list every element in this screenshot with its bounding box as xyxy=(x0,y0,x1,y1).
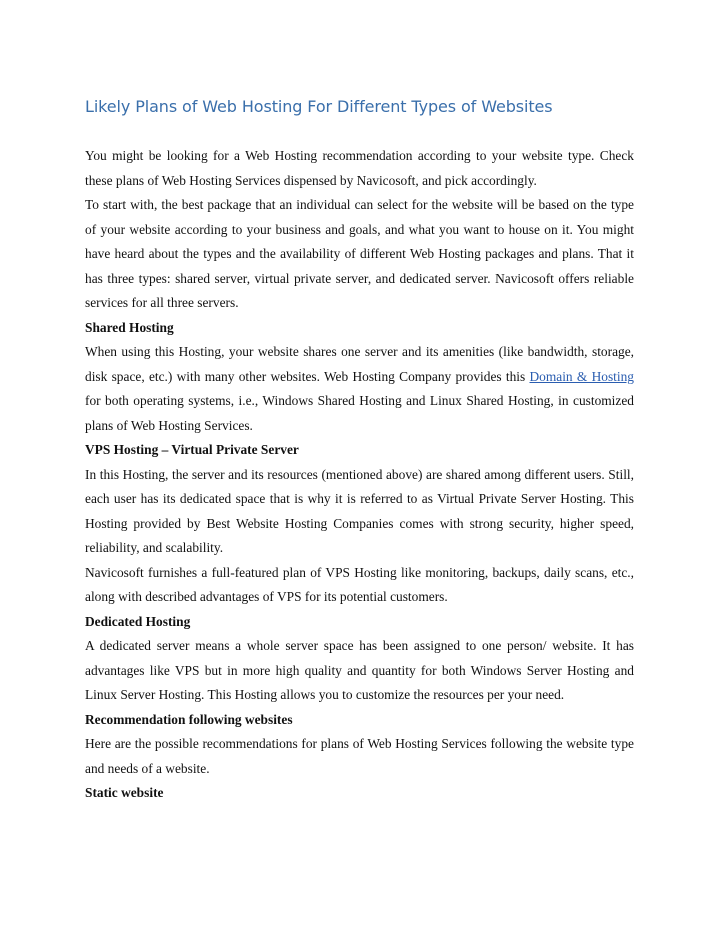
shared-hosting-paragraph xyxy=(85,340,634,438)
vps-hosting-paragraph-1: In this Hosting, the server and its resources (mentioned above) are shared among different users. Still, each user has its dedicated space that is why it is referred to as Virtual Private Server Hosting. This Hosting provided by Best Website Hosting Companies comes with strong security, higher speed, reliability, and scalability. xyxy=(85,466,634,555)
intro-paragraph-2: To start with, the best package that an individual can select for the website will be based on the type of your website according to your business and goals, and what you want to house on it. You might have heard about the types and the availability of different Web Hosting packages and plans. That it has three types: shared server, virtual private server, and dedicated server. Navicosoft offers reliable services for all three servers. xyxy=(85,197,634,310)
document-body xyxy=(85,144,634,806)
intro-paragraph-1: You might be looking for a Web Hosting recommendation according to your website type. Check these plans of Web Hosting Services dispensed by Navicosoft, and pick accordingly. xyxy=(85,148,634,188)
shared-hosting-heading: Shared Hosting xyxy=(85,319,174,335)
document-title: Likely Plans of Web Hosting For Different Types of Websites xyxy=(85,97,553,116)
dedicated-hosting-paragraph: A dedicated server means a whole server space has been assigned to one person/ website. It has advantages like VPS but in more high quality and quantity for both Windows Server Hosting and Linux Server Hosting. This Hosting allows you to customize the resources per your need. xyxy=(85,638,634,702)
shared-hosting-text-after-link: for both operating systems, i.e., Windows Shared Hosting and Linux Shared Hosting, in customized plans of Web Hosting Services. xyxy=(85,393,634,433)
recommendation-paragraph: Here are the possible recommendations for plans of Web Hosting Services following the website type and needs of a website. xyxy=(85,736,634,776)
dedicated-hosting-heading: Dedicated Hosting xyxy=(85,613,191,629)
static-website-heading: Static website xyxy=(85,785,164,800)
vps-hosting-heading: VPS Hosting – Virtual Private Server xyxy=(85,442,299,457)
shared-hosting-text-before-link: When using this Hosting, your website shares one server and its amenities (like bandwidth, storage, disk space, etc.) with many other websites. Web Hosting Company provides this xyxy=(85,344,634,384)
vps-hosting-paragraph-2: Navicosoft furnishes a full-featured plan of VPS Hosting like monitoring, backups, daily scans, etc., along with described advantages of VPS for its potential customers. xyxy=(85,564,634,604)
recommendation-heading: Recommendation following websites xyxy=(85,711,293,727)
domain-hosting-link[interactable]: Domain & Hosting xyxy=(529,368,634,384)
